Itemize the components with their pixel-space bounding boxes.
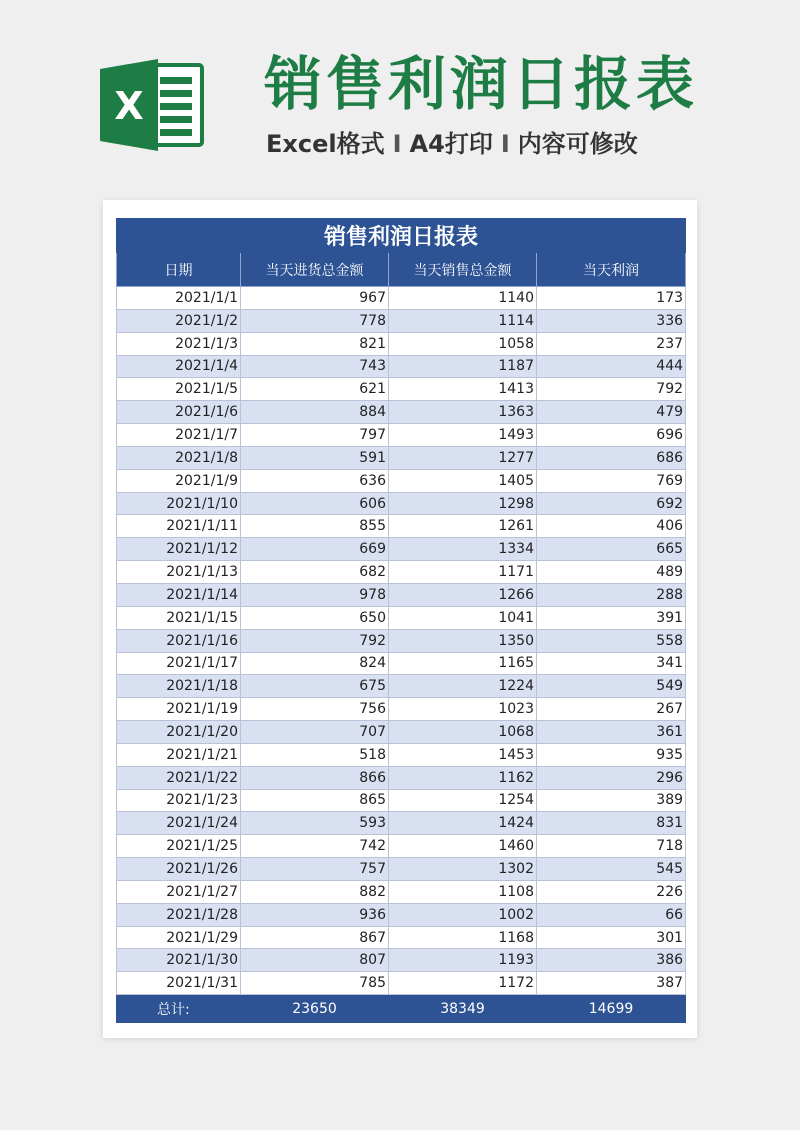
cell-purchase: 778	[241, 309, 389, 332]
cell-date: 2021/1/31	[117, 972, 241, 995]
cell-purchase: 675	[241, 675, 389, 698]
cell-date: 2021/1/11	[117, 515, 241, 538]
cell-date: 2021/1/3	[117, 332, 241, 355]
cell-date: 2021/1/17	[117, 652, 241, 675]
cell-date: 2021/1/7	[117, 424, 241, 447]
page-header	[0, 0, 800, 195]
cell-profit: 479	[537, 401, 686, 424]
table-row	[117, 698, 686, 721]
cell-date: 2021/1/29	[117, 926, 241, 949]
total-sales: 38349	[389, 995, 537, 1023]
cell-sales: 1350	[389, 629, 537, 652]
cell-date: 2021/1/22	[117, 766, 241, 789]
cell-sales: 1162	[389, 766, 537, 789]
cell-sales: 1168	[389, 926, 537, 949]
table-row	[117, 652, 686, 675]
table-row	[117, 583, 686, 606]
table-row	[117, 538, 686, 561]
table-row	[117, 743, 686, 766]
table-row	[117, 378, 686, 401]
cell-sales: 1068	[389, 721, 537, 744]
cell-date: 2021/1/26	[117, 858, 241, 881]
page-title: 销售利润日报表	[264, 50, 699, 118]
subtitle-separator: I	[392, 130, 402, 158]
cell-purchase: 821	[241, 332, 389, 355]
cell-purchase: 936	[241, 903, 389, 926]
cell-sales: 1023	[389, 698, 537, 721]
cell-purchase: 867	[241, 926, 389, 949]
table-row	[117, 332, 686, 355]
cell-profit: 387	[537, 972, 686, 995]
cell-sales: 1193	[389, 949, 537, 972]
cell-profit: 692	[537, 492, 686, 515]
cell-purchase: 978	[241, 583, 389, 606]
cell-date: 2021/1/25	[117, 835, 241, 858]
cell-purchase: 757	[241, 858, 389, 881]
cell-date: 2021/1/10	[117, 492, 241, 515]
cell-sales: 1140	[389, 287, 537, 310]
cell-date: 2021/1/6	[117, 401, 241, 424]
table-title: 销售利润日报表	[117, 219, 686, 253]
cell-date: 2021/1/9	[117, 469, 241, 492]
cell-sales: 1334	[389, 538, 537, 561]
cell-purchase: 967	[241, 287, 389, 310]
table-row	[117, 561, 686, 584]
table-row	[117, 355, 686, 378]
page-subtitle	[266, 128, 638, 160]
cell-purchase: 866	[241, 766, 389, 789]
table-header-row	[117, 253, 686, 287]
table-row	[117, 469, 686, 492]
cell-date: 2021/1/13	[117, 561, 241, 584]
cell-sales: 1413	[389, 378, 537, 401]
cell-purchase: 669	[241, 538, 389, 561]
cell-sales: 1172	[389, 972, 537, 995]
cell-date: 2021/1/1	[117, 287, 241, 310]
cell-sales: 1405	[389, 469, 537, 492]
cell-date: 2021/1/27	[117, 880, 241, 903]
table-row	[117, 629, 686, 652]
cell-sales: 1266	[389, 583, 537, 606]
cell-sales: 1363	[389, 401, 537, 424]
cell-sales: 1114	[389, 309, 537, 332]
logo-letter: X	[114, 84, 144, 128]
cell-profit: 549	[537, 675, 686, 698]
cell-sales: 1108	[389, 880, 537, 903]
cell-sales: 1460	[389, 835, 537, 858]
cell-purchase: 807	[241, 949, 389, 972]
cell-purchase: 865	[241, 789, 389, 812]
cell-profit: 696	[537, 424, 686, 447]
cell-profit: 336	[537, 309, 686, 332]
total-purchase: 23650	[241, 995, 389, 1023]
cell-profit: 301	[537, 926, 686, 949]
cell-date: 2021/1/2	[117, 309, 241, 332]
total-label: 总计:	[117, 995, 241, 1023]
cell-purchase: 882	[241, 880, 389, 903]
cell-profit: 444	[537, 355, 686, 378]
cell-date: 2021/1/19	[117, 698, 241, 721]
cell-purchase: 785	[241, 972, 389, 995]
cell-profit: 389	[537, 789, 686, 812]
table-row	[117, 949, 686, 972]
cell-sales: 1298	[389, 492, 537, 515]
cell-purchase: 518	[241, 743, 389, 766]
cell-purchase: 797	[241, 424, 389, 447]
cell-profit: 769	[537, 469, 686, 492]
cell-profit: 341	[537, 652, 686, 675]
cell-purchase: 593	[241, 812, 389, 835]
column-header-date: 日期	[117, 253, 241, 287]
cell-purchase: 884	[241, 401, 389, 424]
cell-sales: 1058	[389, 332, 537, 355]
cell-profit: 489	[537, 561, 686, 584]
subtitle-editable: 内容可修改	[517, 130, 638, 158]
table-row	[117, 721, 686, 744]
cell-purchase: 707	[241, 721, 389, 744]
column-header-sales: 当天销售总金额	[389, 253, 537, 287]
column-header-purchase: 当天进货总金额	[241, 253, 389, 287]
cell-purchase: 756	[241, 698, 389, 721]
cell-purchase: 742	[241, 835, 389, 858]
cell-profit: 226	[537, 880, 686, 903]
cell-profit: 173	[537, 287, 686, 310]
cell-profit: 288	[537, 583, 686, 606]
table-row	[117, 972, 686, 995]
cell-sales: 1277	[389, 446, 537, 469]
subtitle-separator: I	[500, 130, 510, 158]
table-row	[117, 880, 686, 903]
cell-purchase: 636	[241, 469, 389, 492]
table-row	[117, 492, 686, 515]
cell-date: 2021/1/12	[117, 538, 241, 561]
table-row	[117, 401, 686, 424]
cell-profit: 406	[537, 515, 686, 538]
cell-profit: 361	[537, 721, 686, 744]
table-row	[117, 675, 686, 698]
cell-date: 2021/1/18	[117, 675, 241, 698]
cell-profit: 665	[537, 538, 686, 561]
cell-sales: 1493	[389, 424, 537, 447]
table-row	[117, 812, 686, 835]
cell-purchase: 591	[241, 446, 389, 469]
cell-date: 2021/1/5	[117, 378, 241, 401]
cell-profit: 237	[537, 332, 686, 355]
cell-profit: 718	[537, 835, 686, 858]
cell-date: 2021/1/8	[117, 446, 241, 469]
table-row	[117, 858, 686, 881]
cell-purchase: 792	[241, 629, 389, 652]
cell-sales: 1453	[389, 743, 537, 766]
cell-sales: 1302	[389, 858, 537, 881]
cell-sales: 1424	[389, 812, 537, 835]
cell-purchase: 855	[241, 515, 389, 538]
subtitle-format: Excel格式	[266, 130, 385, 158]
table-total-row	[117, 995, 686, 1023]
table-row	[117, 835, 686, 858]
sales-profit-table	[116, 218, 686, 1023]
cell-sales: 1165	[389, 652, 537, 675]
cell-date: 2021/1/14	[117, 583, 241, 606]
table-row	[117, 606, 686, 629]
cell-date: 2021/1/23	[117, 789, 241, 812]
cell-profit: 831	[537, 812, 686, 835]
cell-profit: 792	[537, 378, 686, 401]
cell-profit: 391	[537, 606, 686, 629]
cell-profit: 386	[537, 949, 686, 972]
cell-sales: 1002	[389, 903, 537, 926]
cell-sales: 1041	[389, 606, 537, 629]
table-row	[117, 766, 686, 789]
cell-date: 2021/1/24	[117, 812, 241, 835]
cell-purchase: 650	[241, 606, 389, 629]
cell-sales: 1224	[389, 675, 537, 698]
cell-purchase: 621	[241, 378, 389, 401]
column-header-profit: 当天利润	[537, 253, 686, 287]
cell-date: 2021/1/16	[117, 629, 241, 652]
table-row	[117, 446, 686, 469]
cell-sales: 1254	[389, 789, 537, 812]
table-row	[117, 309, 686, 332]
cell-sales: 1187	[389, 355, 537, 378]
cell-profit: 545	[537, 858, 686, 881]
cell-profit: 66	[537, 903, 686, 926]
table-row	[117, 515, 686, 538]
table-row	[117, 424, 686, 447]
cell-profit: 267	[537, 698, 686, 721]
cell-date: 2021/1/20	[117, 721, 241, 744]
table-row	[117, 903, 686, 926]
cell-date: 2021/1/15	[117, 606, 241, 629]
excel-logo-icon	[100, 55, 208, 155]
cell-purchase: 824	[241, 652, 389, 675]
cell-date: 2021/1/30	[117, 949, 241, 972]
cell-date: 2021/1/28	[117, 903, 241, 926]
cell-date: 2021/1/4	[117, 355, 241, 378]
cell-sales: 1171	[389, 561, 537, 584]
cell-purchase: 743	[241, 355, 389, 378]
subtitle-print: A4打印	[409, 130, 493, 158]
table-row	[117, 287, 686, 310]
cell-sales: 1261	[389, 515, 537, 538]
cell-purchase: 682	[241, 561, 389, 584]
table-row	[117, 789, 686, 812]
cell-profit: 558	[537, 629, 686, 652]
cell-profit: 296	[537, 766, 686, 789]
total-profit: 14699	[537, 995, 686, 1023]
cell-profit: 935	[537, 743, 686, 766]
cell-date: 2021/1/21	[117, 743, 241, 766]
cell-purchase: 606	[241, 492, 389, 515]
cell-profit: 686	[537, 446, 686, 469]
table-row	[117, 926, 686, 949]
